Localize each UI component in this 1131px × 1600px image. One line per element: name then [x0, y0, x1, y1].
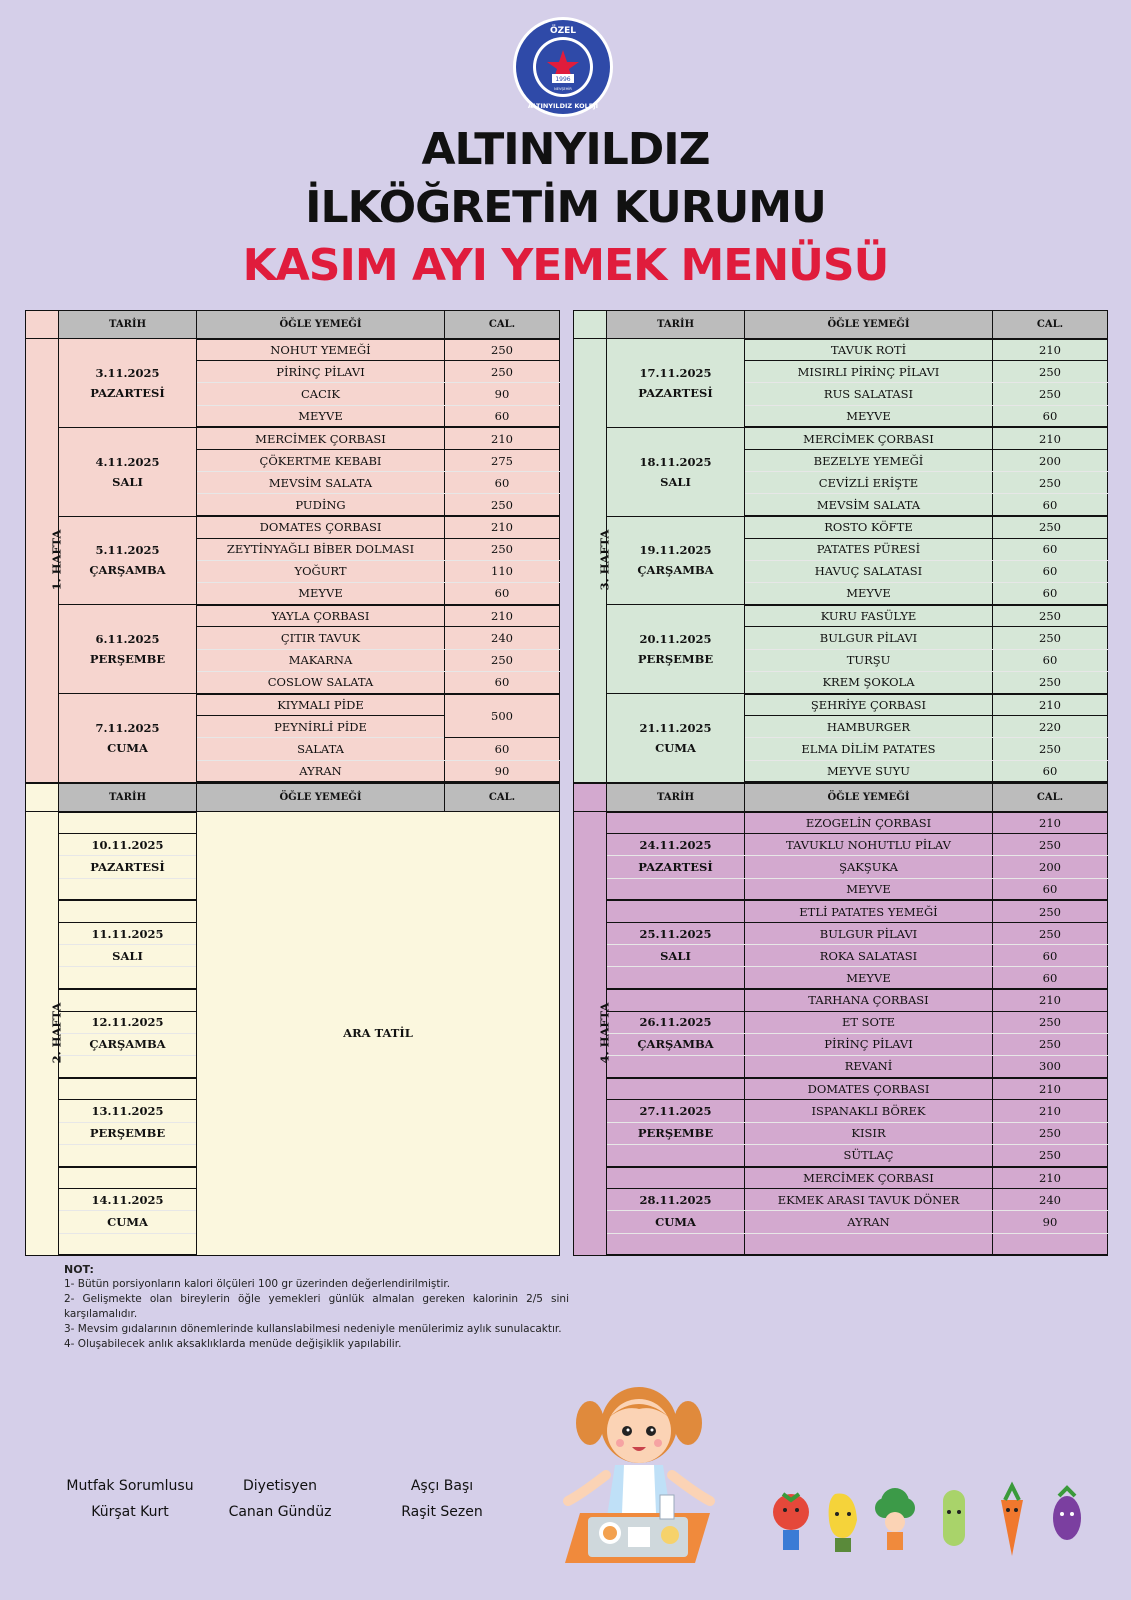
day-date: 20.11.2025 [639, 632, 712, 647]
meal-cell: MEYVE [745, 878, 993, 900]
day-name: SALI [660, 474, 691, 489]
meal-cell: AYRAN [197, 760, 445, 782]
title-line-1: ALTINYILDIZ [421, 124, 710, 175]
cal-cell: 250 [993, 383, 1108, 405]
table-row [574, 1167, 1108, 1189]
meal-cell: HAVUÇ SALATASI [745, 560, 993, 582]
day-date: 10.11.2025 [59, 834, 197, 856]
day-name: PERŞEMBE [59, 1122, 197, 1144]
meal-cell: KISIR [745, 1122, 993, 1144]
meal-cell: MEYVE [197, 405, 445, 427]
week-label: 3. HAFTA [574, 339, 607, 783]
meal-cell: ÇÖKERTME KEBABI [197, 449, 445, 471]
cal-cell: 250 [445, 339, 560, 361]
meal-cell: ROKA SALATASI [745, 945, 993, 967]
meal-cell: YOĞURT [197, 560, 445, 582]
title-line-3: KASIM AYI YEMEK MENÜSÜ [242, 240, 889, 291]
meal-cell: PİRİNÇ PİLAVI [197, 361, 445, 383]
table-row [26, 339, 560, 361]
meal-cell: MEYVE [745, 967, 993, 989]
day-date: 11.11.2025 [59, 922, 197, 944]
week1-table [25, 310, 560, 783]
day-spacer [607, 1056, 745, 1078]
signature-chef [372, 1473, 512, 1525]
header-cal: CAL. [445, 311, 560, 339]
day-name: PERŞEMBE [607, 1122, 745, 1144]
meal-cell: TAVUKLU NOHUTLU PİLAV [745, 834, 993, 856]
meal-cell: COSLOW SALATA [197, 671, 445, 693]
day-date: 27.11.2025 [607, 1100, 745, 1122]
day-date: 19.11.2025 [639, 543, 712, 558]
cal-cell: 250 [993, 605, 1108, 627]
table-row [574, 1211, 1108, 1233]
day-date: 12.11.2025 [59, 1011, 197, 1033]
cal-cell: 300 [993, 1056, 1108, 1078]
table-row [26, 427, 560, 449]
meal-cell: EKMEK ARASI TAVUK DÖNER [745, 1189, 993, 1211]
cal-cell: 60 [445, 671, 560, 693]
day-date: 21.11.2025 [639, 720, 712, 735]
cal-cell: 250 [445, 538, 560, 560]
table-row [574, 834, 1108, 856]
cal-cell: 275 [445, 449, 560, 471]
cal-cell: 250 [993, 900, 1108, 922]
table-row [574, 945, 1108, 967]
day-date: 4.11.2025 [95, 454, 160, 469]
day-spacer [59, 1056, 197, 1078]
day-spacer [607, 967, 745, 989]
cal-cell: 60 [993, 494, 1108, 516]
meal-cell: PEYNİRLİ PİDE [197, 716, 445, 738]
day-name: PERŞEMBE [89, 652, 166, 667]
day-date: 5.11.2025 [95, 543, 160, 558]
vegetables-illustration [765, 1480, 1105, 1560]
cal-cell: 240 [445, 627, 560, 649]
table-row [574, 922, 1108, 944]
table-row [574, 856, 1108, 878]
header-meal: ÖĞLE YEMEĞİ [745, 784, 993, 812]
header-corner [26, 311, 59, 339]
header-meal: ÖĞLE YEMEĞİ [745, 311, 993, 339]
table-row [574, 900, 1108, 922]
signature-dietitian [210, 1473, 350, 1525]
day-cell [607, 605, 745, 694]
notes-heading: NOT: [64, 1263, 94, 1276]
table-row [574, 1078, 1108, 1100]
cal-cell: 60 [445, 405, 560, 427]
day-date: 3.11.2025 [95, 365, 160, 380]
note-line: 4- Oluşabilecek anlık aksaklıklarda menüde değişiklik yapılabilir. [64, 1338, 402, 1350]
day-spacer [607, 900, 745, 922]
cal-cell: 210 [993, 1100, 1108, 1122]
meal-cell: MERCİMEK ÇORBASI [745, 1167, 993, 1189]
table-row [574, 812, 1108, 834]
day-spacer [607, 878, 745, 900]
meal-cell: AYRAN [745, 1211, 993, 1233]
svg-text:NEVŞEHİR: NEVŞEHİR [554, 87, 572, 91]
cal-cell: 210 [445, 605, 560, 627]
table-row [574, 1100, 1108, 1122]
cal-cell: 250 [993, 834, 1108, 856]
cal-cell: 250 [445, 649, 560, 671]
day-name: ÇARŞAMBA [89, 563, 166, 578]
cal-cell: 250 [993, 1144, 1108, 1166]
meal-cell: CEVİZLİ ERİŞTE [745, 472, 993, 494]
cal-cell: 90 [445, 760, 560, 782]
cal-cell: 210 [993, 989, 1108, 1011]
cal-cell: 110 [445, 560, 560, 582]
day-name: SALI [607, 945, 745, 967]
cal-cell: 60 [993, 967, 1108, 989]
table-row [574, 605, 1108, 627]
day-spacer [607, 989, 745, 1011]
table-header-row [574, 784, 1108, 812]
meal-cell: KIYMALI PİDE [197, 694, 445, 716]
week2-table [25, 783, 560, 1256]
cal-cell: 220 [993, 716, 1108, 738]
cal-cell: 200 [993, 449, 1108, 471]
cal-cell: 240 [993, 1189, 1108, 1211]
day-date: 14.11.2025 [59, 1189, 197, 1211]
cal-cell: 210 [445, 427, 560, 449]
day-cell [607, 427, 745, 516]
cal-cell: 250 [993, 738, 1108, 760]
meal-cell: TARHANA ÇORBASI [745, 989, 993, 1011]
cal-cell: 250 [993, 922, 1108, 944]
note-line: 3- Mevsim gıdalarının dönemlerinde kullanslabilmesi nedeniyle menülerimiz aylık sunulacaktır. [64, 1323, 562, 1335]
cal-cell: 210 [993, 812, 1108, 834]
cal-cell: 210 [993, 1167, 1108, 1189]
signature-name: Raşit Sezen [401, 1504, 483, 1520]
signature-role: Mutfak Sorumlusu [66, 1478, 194, 1494]
meal-cell: MEYVE [745, 405, 993, 427]
header-meal: ÖĞLE YEMEĞİ [197, 311, 445, 339]
header-corner [574, 311, 607, 339]
day-spacer [59, 1078, 197, 1100]
cal-cell: 60 [993, 649, 1108, 671]
day-name: PAZARTESİ [607, 856, 745, 878]
cal-cell: 60 [993, 878, 1108, 900]
cal-cell: 210 [993, 427, 1108, 449]
header-date: TARİH [59, 311, 197, 339]
day-date: 24.11.2025 [607, 834, 745, 856]
week-label: 2. HAFTA [26, 812, 59, 1256]
table-row [26, 694, 560, 716]
svg-text:1996: 1996 [555, 76, 571, 83]
header-corner [574, 784, 607, 812]
day-cell [59, 605, 197, 694]
title-line-2: İLKÖĞRETİM KURUMU [305, 182, 826, 233]
meal-cell: DOMATES ÇORBASI [745, 1078, 993, 1100]
meal-cell: KREM ŞOKOLA [745, 671, 993, 693]
week-label: 4. HAFTA [574, 812, 607, 1256]
signature-kitchen [60, 1473, 200, 1525]
week-label: 1. HAFTA [26, 339, 59, 783]
cal-cell [993, 1233, 1108, 1255]
cal-cell: 60 [993, 760, 1108, 782]
table-row [574, 1189, 1108, 1211]
table-row [574, 339, 1108, 361]
table-row [574, 427, 1108, 449]
meal-cell: ELMA DİLİM PATATES [745, 738, 993, 760]
table-row [26, 812, 560, 834]
day-cell [607, 339, 745, 428]
day-name: SALI [112, 474, 143, 489]
table-row [574, 1122, 1108, 1144]
holiday-label: ARA TATİL [197, 812, 560, 1256]
meal-cell: HAMBURGER [745, 716, 993, 738]
cal-cell: 90 [445, 383, 560, 405]
day-name: ÇARŞAMBA [637, 563, 714, 578]
meal-cell: MEVSİM SALATA [197, 472, 445, 494]
day-date: 17.11.2025 [639, 365, 712, 380]
table-row [574, 1056, 1108, 1078]
header-cal: CAL. [993, 311, 1108, 339]
day-spacer [59, 812, 197, 834]
cal-cell: 250 [993, 516, 1108, 538]
day-name: ÇARŞAMBA [607, 1033, 745, 1055]
day-name: SALI [59, 945, 197, 967]
day-spacer [607, 1078, 745, 1100]
day-cell [59, 694, 197, 783]
table-row [574, 1011, 1108, 1033]
day-date: 7.11.2025 [95, 720, 160, 735]
meal-cell: ET SOTE [745, 1011, 993, 1033]
day-name: CUMA [107, 740, 148, 755]
day-spacer [59, 967, 197, 989]
day-spacer [59, 1167, 197, 1189]
day-name: PAZARTESİ [638, 385, 713, 400]
svg-text:ALTINYILDIZ KOLEJİ: ALTINYILDIZ KOLEJİ [527, 102, 599, 110]
cal-cell: 250 [993, 1033, 1108, 1055]
table-row [574, 516, 1108, 538]
school-logo [512, 16, 614, 118]
header-date: TARİH [607, 784, 745, 812]
note-line: 2- Gelişmekte olan bireylerin öğle yemekleri günlük almalan gereken kalorinin 2/5 sini karşılamalıdır. [64, 1293, 569, 1320]
day-spacer [607, 812, 745, 834]
signature-role: Diyetisyen [242, 1478, 317, 1494]
cal-cell: 250 [445, 494, 560, 516]
day-name: CUMA [607, 1211, 745, 1233]
cal-cell: 210 [993, 339, 1108, 361]
meal-cell: MERCİMEK ÇORBASI [197, 427, 445, 449]
cal-cell: 250 [993, 627, 1108, 649]
signature-role: Aşçı Başı [410, 1478, 474, 1494]
meal-cell: TAVUK ROTİ [745, 339, 993, 361]
meal-cell: REVANİ [745, 1056, 993, 1078]
day-date: 6.11.2025 [95, 632, 160, 647]
meal-cell: ŞAKŞUKA [745, 856, 993, 878]
day-spacer [607, 1144, 745, 1166]
table-row [26, 605, 560, 627]
day-name: PERŞEMBE [637, 652, 714, 667]
girl-with-tray-illustration [560, 1383, 760, 1573]
signature-name: Kürşat Kurt [91, 1504, 169, 1520]
table-row [574, 1033, 1108, 1055]
meal-cell: KURU FASÜLYE [745, 605, 993, 627]
table-row [574, 694, 1108, 716]
meal-cell: DOMATES ÇORBASI [197, 516, 445, 538]
meal-cell: EZOGELİN ÇORBASI [745, 812, 993, 834]
meal-cell: MERCİMEK ÇORBASI [745, 427, 993, 449]
notes [64, 1262, 569, 1352]
meal-cell: SÜTLAÇ [745, 1144, 993, 1166]
meal-cell: RUS SALATASI [745, 383, 993, 405]
day-date: 25.11.2025 [607, 922, 745, 944]
cal-cell: 60 [993, 945, 1108, 967]
cal-cell: 250 [993, 671, 1108, 693]
week3-table [573, 310, 1108, 783]
header-cal: CAL. [445, 784, 560, 812]
day-name: PAZARTESİ [90, 385, 165, 400]
day-spacer [59, 989, 197, 1011]
day-name: PAZARTESİ [59, 856, 197, 878]
day-date: 28.11.2025 [607, 1189, 745, 1211]
meal-cell: ZEYTİNYAĞLI BİBER DOLMASI [197, 538, 445, 560]
meal-cell: MEYVE [745, 583, 993, 605]
cal-cell: 250 [993, 1122, 1108, 1144]
cal-cell: 60 [993, 560, 1108, 582]
meal-cell: TURŞU [745, 649, 993, 671]
cal-cell: 60 [993, 405, 1108, 427]
cal-cell: 90 [993, 1211, 1108, 1233]
day-spacer [59, 878, 197, 900]
header-corner [26, 784, 59, 812]
table-row [574, 967, 1108, 989]
day-cell [59, 427, 197, 516]
day-spacer [59, 1144, 197, 1166]
day-cell [59, 516, 197, 605]
week4-table [573, 783, 1108, 1256]
cal-cell: 210 [445, 516, 560, 538]
day-spacer [59, 1233, 197, 1255]
cal-cell: 250 [993, 472, 1108, 494]
meal-cell: BULGUR PİLAVI [745, 627, 993, 649]
cal-cell: 60 [445, 583, 560, 605]
cal-cell: 60 [993, 538, 1108, 560]
table-header-row [26, 784, 560, 812]
note-line: 1- Bütün porsiyonların kalori ölçüleri 100 gr üzerinden değerlendirilmiştir. [64, 1278, 451, 1290]
meal-cell: BEZELYE YEMEĞİ [745, 449, 993, 471]
cal-cell: 210 [993, 694, 1108, 716]
cal-cell: 250 [993, 361, 1108, 383]
cal-cell: 250 [445, 361, 560, 383]
table-header-row [574, 311, 1108, 339]
cal-cell: 200 [993, 856, 1108, 878]
meal-cell: MISIRLI PİRİNÇ PİLAVI [745, 361, 993, 383]
meal-cell: YAYLA ÇORBASI [197, 605, 445, 627]
meal-cell: ETLİ PATATES YEMEĞİ [745, 900, 993, 922]
table-header-row [26, 311, 560, 339]
meal-cell: PUDİNG [197, 494, 445, 516]
day-date: 26.11.2025 [607, 1011, 745, 1033]
svg-text:ÖZEL: ÖZEL [549, 26, 577, 36]
header-date: TARİH [59, 784, 197, 812]
day-name: ÇARŞAMBA [59, 1033, 197, 1055]
header-date: TARİH [607, 311, 745, 339]
day-cell [607, 694, 745, 783]
meal-cell: BULGUR PİLAVI [745, 922, 993, 944]
meal-cell: MEYVE [197, 583, 445, 605]
table-row [26, 516, 560, 538]
signature-name: Canan Gündüz [228, 1504, 332, 1520]
day-date: 13.11.2025 [59, 1100, 197, 1122]
meal-cell: NOHUT YEMEĞİ [197, 339, 445, 361]
cal-cell: 60 [445, 472, 560, 494]
meal-cell: MEYVE SUYU [745, 760, 993, 782]
meal-cell: MAKARNA [197, 649, 445, 671]
day-name: CUMA [655, 740, 696, 755]
day-cell [607, 516, 745, 605]
meal-cell: PİRİNÇ PİLAVI [745, 1033, 993, 1055]
day-name: CUMA [59, 1211, 197, 1233]
cal-cell: 60 [993, 583, 1108, 605]
cal-cell: 60 [445, 738, 560, 760]
cal-cell: 250 [993, 1011, 1108, 1033]
meal-cell: SALATA [197, 738, 445, 760]
meal-cell: ISPANAKLI BÖREK [745, 1100, 993, 1122]
table-row [574, 1233, 1108, 1255]
table-row [574, 989, 1108, 1011]
table-row [574, 878, 1108, 900]
meal-cell [745, 1233, 993, 1255]
meal-cell: ROSTO KÖFTE [745, 516, 993, 538]
day-spacer [607, 1167, 745, 1189]
meal-cell: ÇITIR TAVUK [197, 627, 445, 649]
cal-cell: 500 [445, 694, 560, 738]
cal-cell: 210 [993, 1078, 1108, 1100]
meal-cell: CACIK [197, 383, 445, 405]
day-cell [59, 339, 197, 428]
day-spacer [59, 900, 197, 922]
header-meal: ÖĞLE YEMEĞİ [197, 784, 445, 812]
table-row [574, 1144, 1108, 1166]
meal-cell: PATATES PÜRESİ [745, 538, 993, 560]
day-spacer [607, 1233, 745, 1255]
day-date: 18.11.2025 [639, 454, 712, 469]
header-cal: CAL. [993, 784, 1108, 812]
meal-cell: ŞEHRİYE ÇORBASI [745, 694, 993, 716]
meal-cell: MEVSİM SALATA [745, 494, 993, 516]
